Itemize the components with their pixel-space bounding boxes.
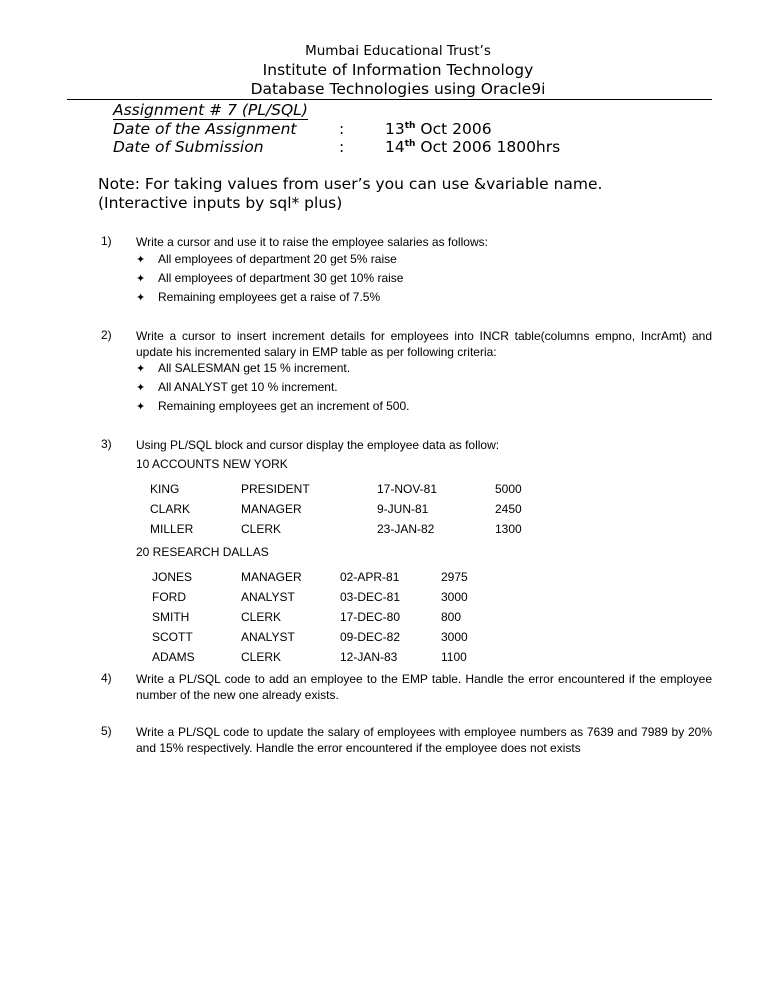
cell-salary: 2450 (495, 502, 522, 516)
question-5-number: 5) (101, 724, 112, 738)
cell-hiredate: 17-DEC-80 (340, 610, 401, 624)
cell-hiredate: 17-NOV-81 (377, 482, 438, 496)
cell-name: KING (150, 482, 180, 496)
cell-hiredate: 23-JAN-82 (377, 522, 435, 536)
question-1-text: Write a cursor and use it to raise the employee salaries as follows: (136, 235, 488, 249)
cell-job: MANAGER (241, 570, 302, 584)
bullet-diamond-icon: ✦ (136, 292, 146, 304)
cell-name: CLARK (150, 502, 191, 516)
cell-hiredate: 09-DEC-82 (340, 630, 401, 644)
question-2-number: 2) (101, 328, 112, 342)
bullet-diamond-icon: ✦ (136, 401, 146, 413)
dept-10-heading: 10 ACCOUNTS NEW YORK (136, 457, 288, 471)
bullet-diamond-icon: ✦ (136, 363, 146, 375)
submission-date-label: Date of Submission (113, 138, 264, 156)
cell-job: CLERK (241, 610, 282, 624)
note-line-1: Note: For taking values from user’s you can use &variable name. (98, 175, 603, 193)
cell-name: FORD (152, 590, 186, 604)
cell-job: ANALYST (241, 630, 295, 644)
cell-hiredate: 02-APR-81 (340, 570, 400, 584)
cell-job: MANAGER (241, 502, 302, 516)
question-2-text: Write a cursor to insert increment details for employees into INCR table(columns empno, IncrAmt) and update his incremented salary in EMP table as per following criteria: (136, 329, 712, 359)
cell-salary: 1100 (441, 650, 467, 664)
bullet-diamond-icon: ✦ (136, 382, 146, 394)
cell-job: CLERK (241, 522, 282, 536)
assignment-date-colon: : (339, 120, 345, 138)
cell-name: SMITH (152, 610, 190, 624)
cell-salary: 800 (441, 610, 462, 624)
assignment-date-value: 13th Oct 2006 (385, 120, 492, 138)
header-divider (67, 99, 712, 100)
assignment-title: Assignment # 7 (PL/SQL) (113, 101, 308, 119)
cell-job: CLERK (241, 650, 282, 664)
cell-name: JONES (152, 570, 193, 584)
list-item: ✦ All ANALYST get 10 % increment. (136, 380, 338, 394)
cell-salary: 1300 (495, 522, 522, 536)
cell-salary: 3000 (441, 630, 468, 644)
cell-job: ANALYST (241, 590, 295, 604)
question-5-text: Write a PL/SQL code to update the salary of employees with employee numbers as 7639 and 7989 by 20% and 15% respectively. Handle the error encountered if the employee does not exists (136, 725, 712, 755)
question-4-text: Write a PL/SQL code to add an employee to the EMP table. Handle the error encountered if the employee number of the new one already exists. (136, 672, 712, 702)
bullet-diamond-icon: ✦ (136, 254, 146, 266)
question-4-number: 4) (101, 671, 112, 685)
cell-salary: 3000 (441, 590, 468, 604)
cell-name: SCOTT (152, 630, 193, 644)
institute-name: Institute of Information Technology (262, 61, 534, 79)
question-3-number: 3) (101, 437, 112, 451)
note-line-2: (Interactive inputs by sql* plus) (98, 194, 343, 212)
list-item: ✦ Remaining employees get an increment of 500. (136, 399, 410, 413)
list-item: ✦ All SALESMAN get 15 % increment. (136, 361, 351, 375)
org-name: Mumbai Educational Trust’s (305, 43, 491, 59)
course-title: Database Technologies using Oracle9i (250, 80, 546, 98)
submission-date-value: 14th Oct 2006 1800hrs (385, 138, 561, 156)
cell-job: PRESIDENT (241, 482, 310, 496)
list-item: ✦ All employees of department 30 get 10% raise (136, 271, 404, 285)
list-item: ✦ All employees of department 20 get 5% raise (136, 252, 397, 266)
cell-salary: 5000 (495, 482, 522, 496)
submission-date-colon: : (339, 138, 345, 156)
question-1-number: 1) (101, 234, 112, 248)
cell-hiredate: 9-JUN-81 (377, 502, 429, 516)
list-item: ✦ Remaining employees get a raise of 7.5% (136, 290, 381, 304)
cell-salary: 2975 (441, 570, 468, 584)
question-3-text: Using PL/SQL block and cursor display the employee data as follow: (136, 438, 500, 452)
cell-name: MILLER (150, 522, 194, 536)
cell-hiredate: 03-DEC-81 (340, 590, 401, 604)
assignment-date-label: Date of the Assignment (113, 120, 297, 138)
bullet-diamond-icon: ✦ (136, 273, 146, 285)
cell-name: ADAMS (152, 650, 195, 664)
dept-20-heading: 20 RESEARCH DALLAS (136, 545, 269, 559)
cell-hiredate: 12-JAN-83 (340, 650, 398, 664)
